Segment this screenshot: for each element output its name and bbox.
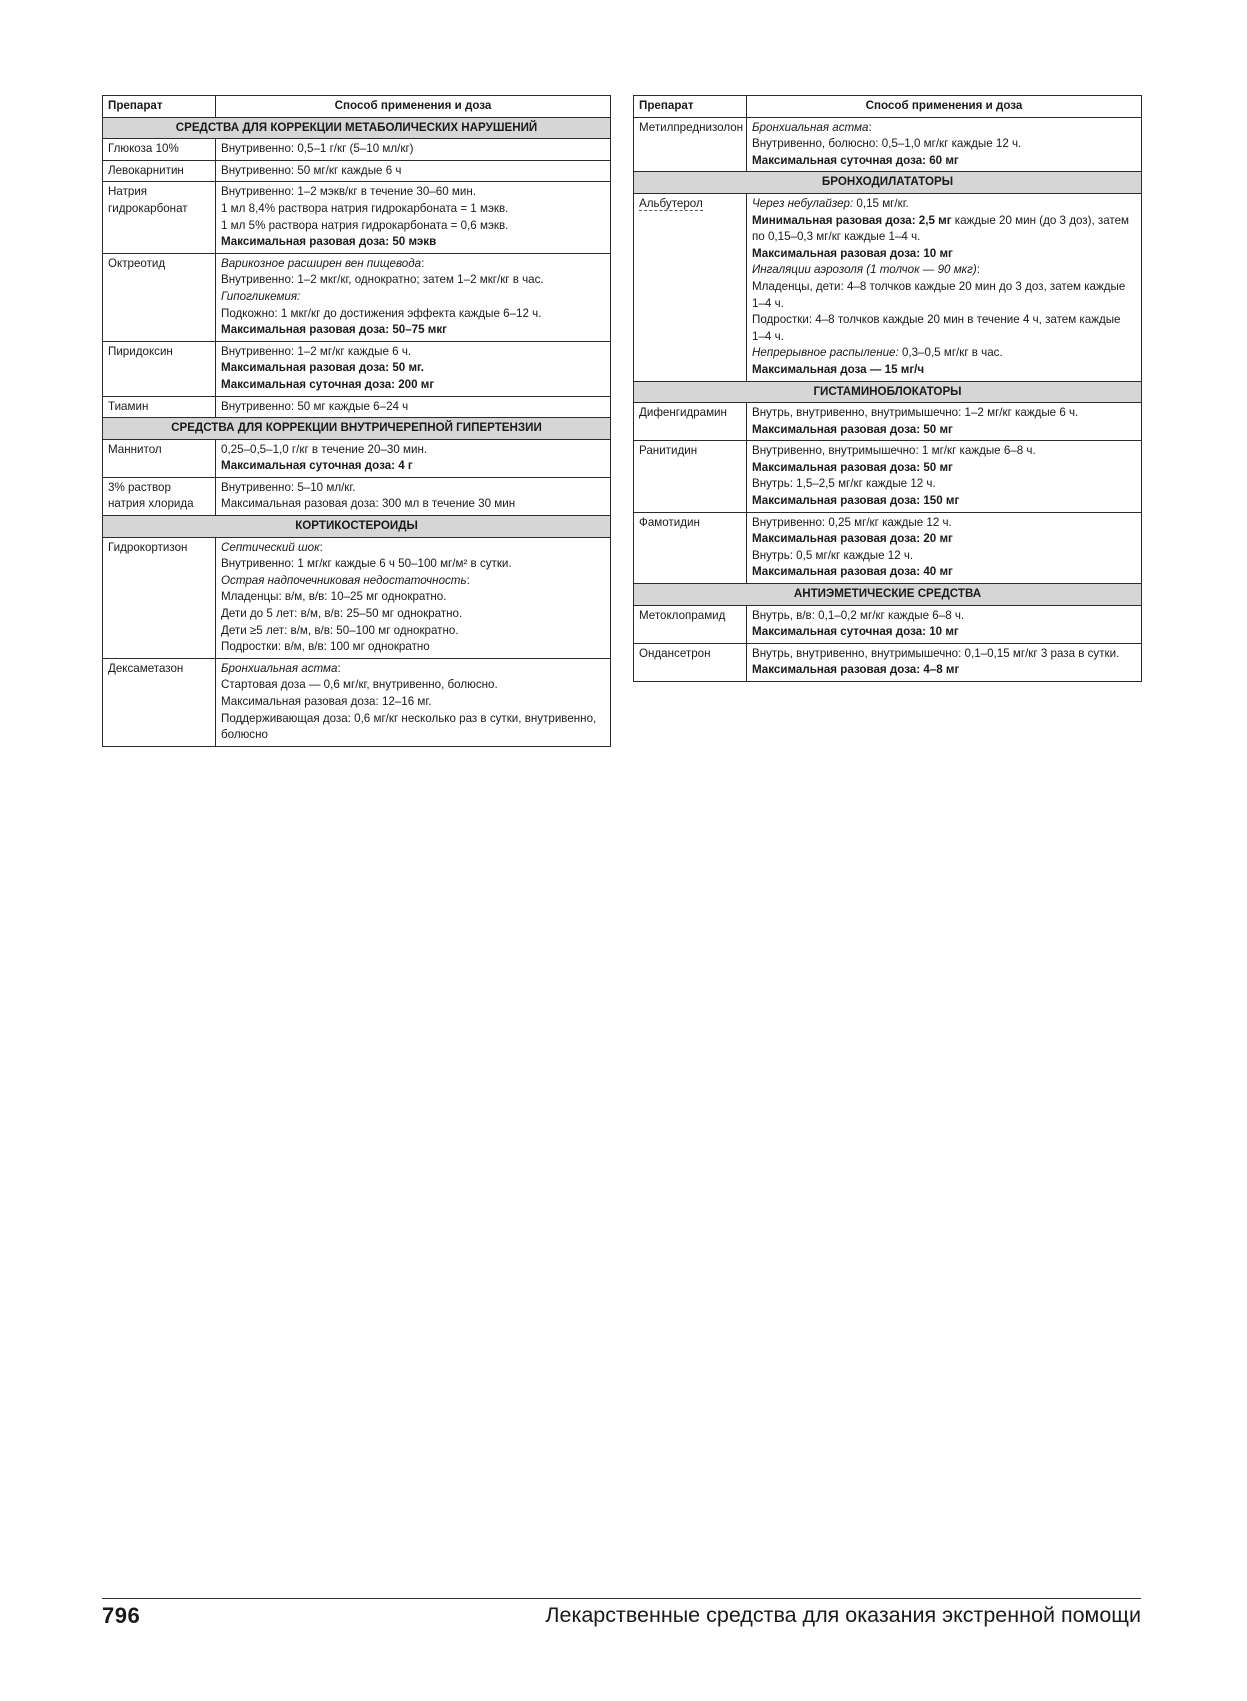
- dosage-segment: Минимальная разовая доза: 2,5 мг: [752, 213, 952, 227]
- dosage-line: [752, 362, 1136, 379]
- dosage-text: Внутривенно: 1–2 мкг/кг, однократно; затем 1–2 мкг/кг в час.: [221, 273, 544, 287]
- dosage-segment: каждые 20 мин (до 3 доз), затем по 0,15–0,3 мг/кг каждые 1–4 ч.: [752, 213, 1130, 244]
- drug-name-cell: [634, 441, 747, 512]
- dosage-line: [221, 677, 605, 694]
- dosage-line: [221, 234, 605, 251]
- dosage-text: Младенцы, дети: 4–8 толчков каждые 20 мин до 3 доз, затем каждые 1–4 ч.: [752, 279, 1126, 310]
- section-header: КОРТИКОСТЕРОИДЫ: [103, 516, 611, 538]
- dosage-cell: [216, 396, 611, 418]
- dosage-line: [752, 196, 1136, 213]
- dosage-line: [221, 360, 605, 377]
- table-row: [103, 477, 611, 515]
- table-body-left: [103, 117, 611, 746]
- drug-name-cell: [103, 439, 216, 477]
- drug-name: Глюкоза 10%: [108, 142, 179, 156]
- dosage-text: Варикозное расширен вен пищевода: [221, 256, 422, 270]
- dosage-line: [221, 163, 605, 180]
- dosage-text: Максимальная разовая доза: 50–75 мкг: [221, 323, 448, 337]
- drug-name: Гидрокортизон: [108, 540, 188, 554]
- dosage-line: [752, 646, 1136, 663]
- drug-name-cell: [103, 477, 216, 515]
- dosage-line: [221, 256, 605, 273]
- dosage-cell: [216, 341, 611, 396]
- dosage-line: [752, 624, 1136, 641]
- header-drug: Препарат: [634, 96, 747, 118]
- dosage-line: [752, 515, 1136, 532]
- dosage-cell: [747, 403, 1142, 441]
- drug-name-cell: [103, 396, 216, 418]
- dosage-text: Внутрь, внутривенно, внутримышечно: 1–2 мг/кг каждые 6 ч.: [752, 406, 1079, 420]
- dosage-line: [221, 623, 605, 640]
- dosage-segment: 0,3–0,5 мг/кг в час.: [898, 346, 1003, 360]
- dosage-line: [752, 476, 1136, 493]
- drug-name-cell: [103, 341, 216, 396]
- dosage-cell: [216, 439, 611, 477]
- dosage-text: Максимальная разовая доза: 50 мэкв: [221, 235, 437, 249]
- dosage-cell: [747, 512, 1142, 583]
- dosage-line: [752, 548, 1136, 565]
- dosage-line: [221, 289, 605, 306]
- dosage-text: Внутривенно: 0,5–1 г/кг (5–10 мл/кг): [221, 142, 414, 156]
- dosage-suffix: :: [337, 661, 341, 675]
- dosage-text: Гипогликемия:: [221, 289, 301, 303]
- dosage-line: [221, 661, 605, 678]
- dosage-suffix: :: [421, 256, 425, 270]
- drug-name-cell: [634, 605, 747, 643]
- dosage-line: [221, 306, 605, 323]
- drug-name-cell: [103, 139, 216, 161]
- dosage-text: Дети ≥5 лет: в/м, в/в: 50–100 мг однократно.: [221, 623, 459, 637]
- drug-name-cell: [634, 643, 747, 681]
- dosage-text: Внутрь, внутривенно, внутримышечно: 0,1–0,15 мг/кг 3 раза в сутки.: [752, 646, 1120, 660]
- dosage-text: Максимальная разовая доза: 12–16 мг.: [221, 695, 432, 708]
- dosage-text: Максимальная разовая доза: 50 мг: [752, 460, 953, 474]
- section-header-row: [103, 516, 611, 538]
- section-header: СРЕДСТВА ДЛЯ КОРРЕКЦИИ МЕТАБОЛИЧЕСКИХ НАРУШЕНИЙ: [103, 117, 611, 139]
- dosage-line: [752, 312, 1136, 345]
- table-row: [634, 643, 1142, 681]
- dosage-line: [221, 639, 605, 656]
- dosage-text: 0,25–0,5–1,0 г/кг в течение 20–30 мин.: [221, 442, 428, 456]
- drug-name-cell: [634, 512, 747, 583]
- drug-name: Пиридоксин: [108, 344, 173, 358]
- dosage-text: Внутрь: 1,5–2,5 мг/кг каждые 12 ч.: [752, 477, 936, 491]
- header-method: Способ применения и доза: [216, 96, 611, 118]
- drug-name: Фамотидин: [639, 515, 700, 529]
- dosage-line: [221, 218, 605, 235]
- section-header-row: [103, 418, 611, 440]
- dosage-cell: [216, 139, 611, 161]
- dosage-text: Подкожно: 1 мкг/кг до достижения эффекта каждые 6–12 ч.: [221, 306, 542, 320]
- dosage-text: 1 мл 8,4% раствора натрия гидрокарбоната = 1 мэкв.: [221, 201, 509, 215]
- dosage-text: Максимальная разовая доза: 10 мг: [752, 246, 953, 260]
- dosage-line: [221, 694, 605, 711]
- dosage-line: [752, 120, 1136, 137]
- drug-table-left: [102, 95, 611, 747]
- drug-name: Метоклопрамид: [639, 608, 726, 622]
- dosage-cell: [216, 477, 611, 515]
- dosage-text: Максимальная суточная доза: 10 мг: [752, 625, 959, 639]
- header-method: Способ применения и доза: [747, 96, 1142, 118]
- table-row: [103, 341, 611, 396]
- dosage-line: [752, 443, 1136, 460]
- dosage-suffix: :: [976, 263, 980, 277]
- dosage-segment: Непрерывное распыление:: [752, 346, 899, 360]
- dosage-text: Внутривенно: 0,25 мг/кг каждые 12 ч.: [752, 515, 952, 529]
- dosage-line: [221, 399, 605, 416]
- drug-name: Ондансетрон: [639, 646, 711, 660]
- dosage-line: [221, 496, 605, 513]
- section-header-row: [634, 381, 1142, 403]
- section-header-row: [634, 172, 1142, 194]
- dosage-text: Внутривенно: 1 мг/кг каждые 6 ч 50–100 мг/м² в сутки.: [221, 557, 512, 571]
- drug-name-cell: [103, 160, 216, 182]
- dosage-suffix: :: [466, 573, 470, 587]
- section-header: БРОНХОДИЛАТАТОРЫ: [634, 172, 1142, 194]
- table-row: [103, 537, 611, 658]
- dosage-segment: 0,15 мг/кг.: [853, 196, 909, 210]
- drug-name: Натрия гидрокарбонат: [108, 185, 188, 215]
- dosage-text: Поддерживающая доза: 0,6 мг/кг несколько раз в сутки, внутривенно, болюсно: [221, 711, 597, 742]
- dosage-text: Дети до 5 лет: в/м, в/в: 25–50 мг однократно.: [221, 607, 463, 621]
- dosage-line: [221, 480, 605, 497]
- dosage-text: Максимальная суточная доза: 200 мг: [221, 377, 435, 391]
- dosage-segment: Через небулайзер:: [752, 196, 854, 210]
- table-row: [103, 439, 611, 477]
- table-row: [103, 182, 611, 253]
- drug-name-cell: [634, 117, 747, 172]
- dosage-text: Максимальная разовая доза: 50 мг: [752, 422, 953, 436]
- drug-name: 3% раствор натрия хлорида: [108, 480, 194, 511]
- page-number: 796: [102, 1603, 141, 1628]
- dosage-text: Внутривенно: 50 мг/кг каждые 6 ч: [221, 163, 402, 177]
- drug-name-cell: [634, 193, 747, 381]
- dosage-line: [752, 422, 1136, 439]
- dosage-text: Максимальная доза — 15 мг/ч: [752, 362, 925, 376]
- dosage-text: Септический шок: [221, 540, 320, 554]
- dosage-text: Максимальная разовая доза: 40 мг: [752, 565, 953, 579]
- dosage-line: [752, 153, 1136, 170]
- dosage-cell: [216, 160, 611, 182]
- dosage-line: [221, 272, 605, 289]
- dosage-cell: [747, 193, 1142, 381]
- table-row: [634, 403, 1142, 441]
- drug-name-cell: [103, 537, 216, 658]
- dosage-text: Внутрь, в/в: 0,1–0,2 мг/кг каждые 6–8 ч.: [752, 608, 965, 622]
- dosage-cell: [747, 643, 1142, 681]
- dosage-text: Максимальная суточная доза: 4 г: [221, 459, 413, 473]
- dosage-text: Максимальная разовая доза: 300 мл в течение 30 мин: [221, 497, 516, 511]
- running-title: Лекарственные средства для оказания экстренной помощи: [545, 1603, 1141, 1627]
- drug-name: Левокарнитин: [108, 163, 184, 177]
- dosage-cell: [747, 117, 1142, 172]
- dosage-line: [752, 246, 1136, 263]
- table-header-row: [103, 96, 611, 118]
- dosage-cell: [747, 605, 1142, 643]
- dosage-line: [221, 184, 605, 201]
- dosage-cell: [216, 658, 611, 746]
- section-header-row: [103, 117, 611, 139]
- drug-name: Альбутерол: [639, 196, 703, 210]
- dosage-text: Внутривенно: 1–2 мг/кг каждые 6 ч.: [221, 344, 412, 358]
- dosage-line: [221, 540, 605, 557]
- dosage-line: [752, 213, 1136, 246]
- dosage-line: [221, 556, 605, 573]
- dosage-line: [221, 711, 605, 744]
- dosage-text: Младенцы: в/м, в/в: 10–25 мг однократно.: [221, 590, 447, 604]
- dosage-line: [221, 589, 605, 606]
- dosage-text: Внутрь: 0,5 мг/кг каждые 12 ч.: [752, 548, 914, 562]
- drug-name-cell: [634, 403, 747, 441]
- table-row: [634, 117, 1142, 172]
- drug-name: Дексаметазон: [108, 661, 184, 675]
- dosage-text: Внутривенно, болюсно: 0,5–1,0 мг/кг каждые 12 ч.: [752, 137, 1022, 151]
- table-row: [103, 658, 611, 746]
- table-row: [103, 139, 611, 161]
- table-row: [103, 160, 611, 182]
- dosage-line: [752, 279, 1136, 312]
- dosage-text: Внутривенно: 1–2 мэкв/кг в течение 30–60 мин.: [221, 185, 476, 199]
- table-row: [103, 396, 611, 418]
- dosage-text: 1 мл 5% раствора натрия гидрокарбоната = 0,6 мэкв.: [221, 218, 509, 232]
- dosage-line: [221, 141, 605, 158]
- dosage-line: [752, 564, 1136, 581]
- section-header: АНТИЭМЕТИЧЕСКИЕ СРЕДСТВА: [634, 584, 1142, 606]
- dosage-suffix: :: [319, 540, 323, 554]
- dosage-cell: [216, 537, 611, 658]
- dosage-line: [752, 405, 1136, 422]
- table-row: [634, 512, 1142, 583]
- dosage-line: [221, 201, 605, 218]
- section-header: ГИСТАМИНОБЛОКАТОРЫ: [634, 381, 1142, 403]
- dosage-line: [752, 262, 1136, 279]
- drug-name: Тиамин: [108, 399, 149, 413]
- dosage-text: Максимальная разовая доза: 150 мг: [752, 494, 960, 508]
- dosage-text: Острая надпочечниковая недостаточность: [221, 573, 467, 587]
- footer-divider: [102, 1598, 1141, 1599]
- drug-name: Маннитол: [108, 442, 162, 456]
- dosage-line: [221, 573, 605, 590]
- drug-name: Дифенгидрамин: [639, 406, 727, 420]
- dosage-text: Максимальная разовая доза: 50 мг.: [221, 361, 424, 375]
- drug-name: Октреотид: [108, 256, 166, 270]
- dosage-line: [752, 608, 1136, 625]
- dosage-text: Внутривенно, внутримышечно: 1 мг/кг каждые 6–8 ч.: [752, 444, 1036, 458]
- drug-name-cell: [103, 253, 216, 341]
- dosage-line: [221, 458, 605, 475]
- dosage-line: [752, 662, 1136, 679]
- drug-name: Ранитидин: [639, 444, 698, 458]
- dosage-line: [752, 136, 1136, 153]
- dosage-text: Максимальная суточная доза: 60 мг: [752, 153, 959, 167]
- dosage-text: Стартовая доза — 0,6 мг/кг, внутривенно, болюсно.: [221, 678, 498, 692]
- dosage-text: Внутривенно: 50 мг каждые 6–24 ч: [221, 399, 409, 413]
- dosage-line: [752, 493, 1136, 510]
- dosage-text: Максимальная разовая доза: 4–8 мг: [752, 663, 960, 677]
- table-row: [634, 441, 1142, 512]
- table-row: [634, 193, 1142, 381]
- dosage-text: Бронхиальная астма: [221, 661, 338, 675]
- dosage-text: Подростки: 4–8 толчков каждые 20 мин в течение 4 ч, затем каждые 1–4 ч.: [752, 313, 1121, 343]
- dosage-line: [221, 322, 605, 339]
- dosage-cell: [747, 441, 1142, 512]
- header-drug: Препарат: [103, 96, 216, 118]
- drug-name-cell: [103, 182, 216, 253]
- dosage-line: [221, 442, 605, 459]
- dosage-text: Ингаляции аэрозоля (1 толчок — 90 мкг): [752, 263, 977, 277]
- section-header-row: [634, 584, 1142, 606]
- dosage-cell: [216, 182, 611, 253]
- table-row: [103, 253, 611, 341]
- table-row: [634, 605, 1142, 643]
- drug-name-cell: [103, 658, 216, 746]
- drug-table-right: [633, 95, 1142, 682]
- table-header-row: [634, 96, 1142, 118]
- drug-name: Метилпреднизолон: [639, 120, 744, 134]
- dosage-line: [221, 377, 605, 394]
- section-header: СРЕДСТВА ДЛЯ КОРРЕКЦИИ ВНУТРИЧЕРЕПНОЙ ГИПЕРТЕНЗИИ: [103, 418, 611, 440]
- dosage-text: Бронхиальная астма: [752, 120, 869, 134]
- dosage-line: [752, 345, 1136, 362]
- dosage-suffix: :: [868, 120, 872, 134]
- dosage-text: Максимальная разовая доза: 20 мг: [752, 532, 953, 546]
- dosage-line: [752, 460, 1136, 477]
- dosage-line: [752, 531, 1136, 548]
- dosage-line: [221, 606, 605, 623]
- table-body-right: [634, 117, 1142, 681]
- dosage-text: Внутривенно: 5–10 мл/кг.: [221, 480, 356, 494]
- dosage-line: [221, 344, 605, 361]
- dosage-text: Подростки: в/м, в/в: 100 мг однократно: [221, 640, 430, 654]
- dosage-cell: [216, 253, 611, 341]
